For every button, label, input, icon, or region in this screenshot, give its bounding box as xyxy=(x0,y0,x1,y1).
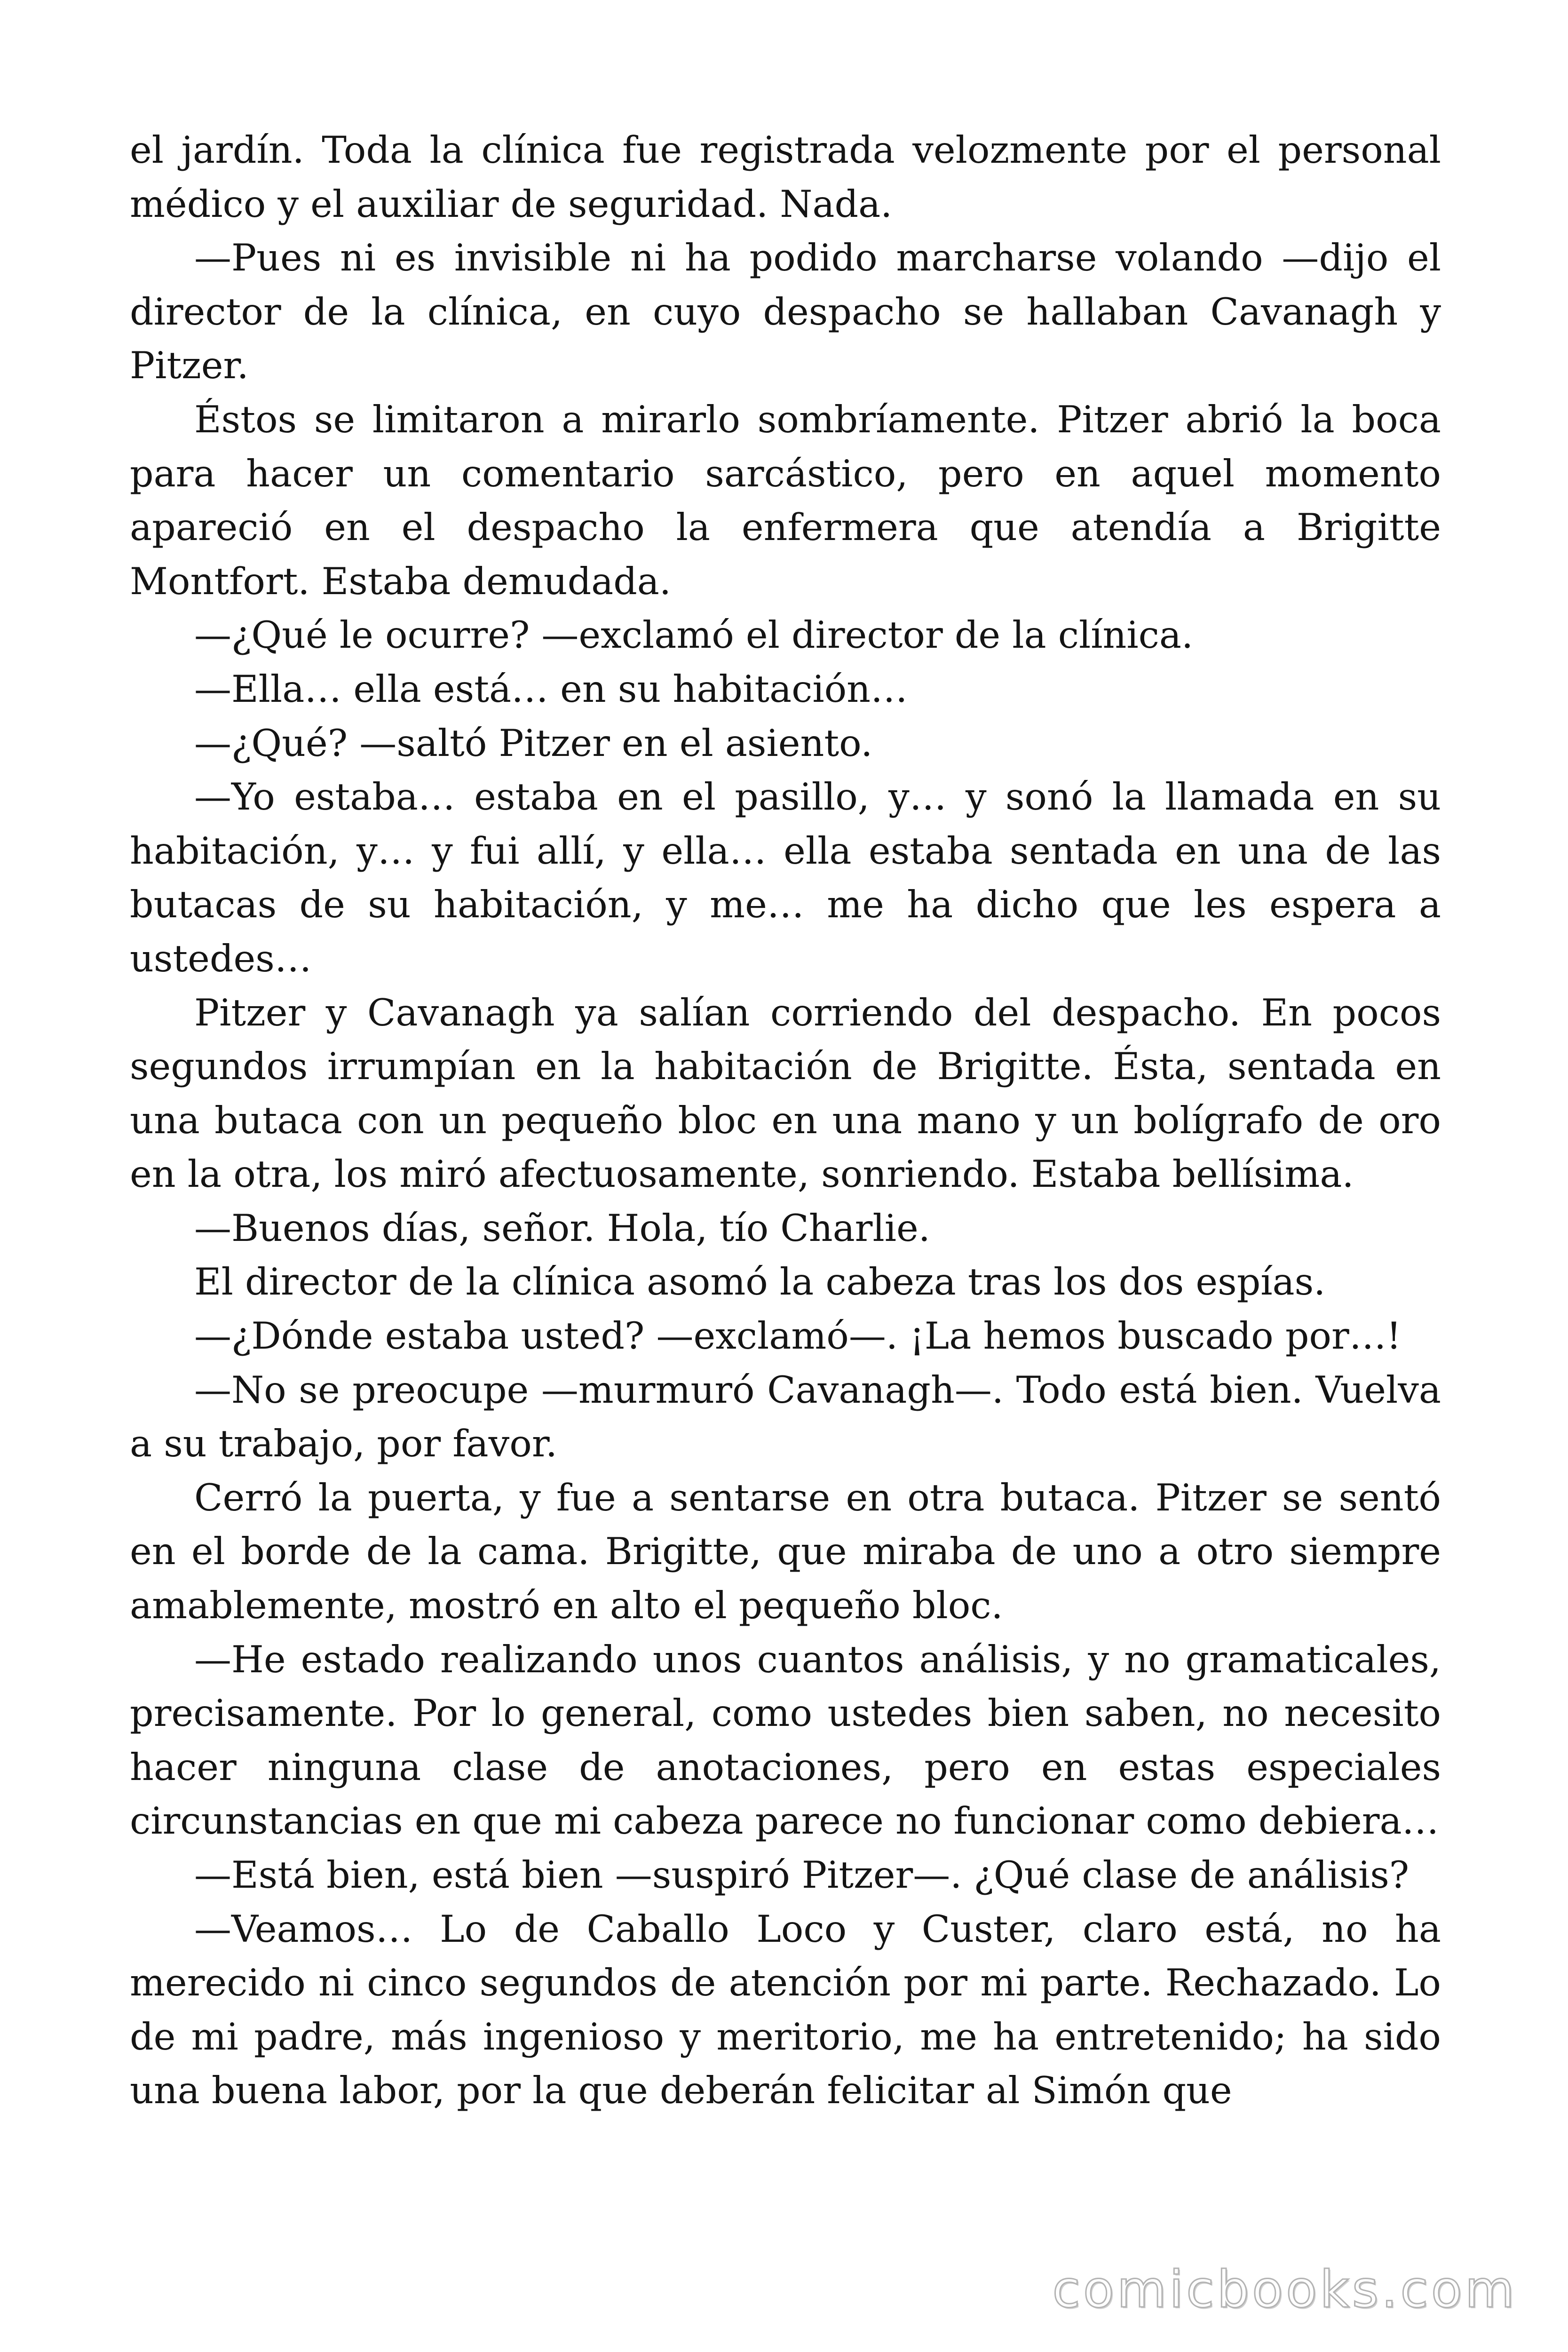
paragraph-14: —He estado realizando unos cuantos análisis, y no gramaticales, precisamente. Por lo general, como ustedes bien saben, no necesito hacer ninguna clase de anotaciones, pero en estas especiales circunstancias en que mi cabeza parece no funcionar como debiera… xyxy=(130,1637,1441,1843)
paragraph-16: —Veamos… Lo de Caballo Loco y Custer, claro está, no ha merecido ni cinco segundos de atención por mi parte. Rechazado. Lo de mi padre, más ingenioso y meritorio, me ha entretenido; ha sido una buena labor, por la que deberán felicitar al Simón que xyxy=(130,1907,1441,2113)
site-watermark: comicbooks.com xyxy=(1052,2260,1517,2319)
paragraph-4: —¿Qué le ocurre? —exclamó el director de la clínica. xyxy=(194,613,1194,657)
paragraph-9: —Buenos días, señor. Hola, tío Charlie. xyxy=(194,1206,930,1250)
paragraph-7: —Yo estaba… estaba en el pasillo, y… y sonó la llamada en su habitación, y… y fui allí, y ella… ella estaba sentada en una de las butacas de su habitación, y me… me ha dicho que les espera a ustedes… xyxy=(130,775,1441,980)
paragraph-6: —¿Qué? —saltó Pitzer en el asiento. xyxy=(194,721,873,765)
paragraph-2: —Pues ni es invisible ni ha podido marcharse volando —dijo el director de la clínica, en cuyo despacho se hallaban Cavanagh y Pitzer. xyxy=(130,236,1441,388)
paragraph-15: —Está bien, está bien —suspiró Pitzer—. ¿Qué clase de análisis? xyxy=(194,1853,1410,1897)
paragraph-3: Éstos se limitaron a mirarlo sombríamente. Pitzer abrió la boca para hacer un comentario sarcástico, pero en aquel momento apareció en el despacho la enfermera que atendía a Brigitte Montfort. Estaba demudada. xyxy=(130,397,1441,603)
paragraph-10: El director de la clínica asomó la cabeza tras los dos espías. xyxy=(194,1260,1326,1304)
paragraph-11: —¿Dónde estaba usted? —exclamó—. ¡La hemos buscado por…! xyxy=(194,1314,1402,1358)
paragraph-5: —Ella… ella está… en su habitación… xyxy=(194,667,908,711)
paragraph-1: el jardín. Toda la clínica fue registrada velozmente por el personal médico y el auxiliar de seguridad. Nada. xyxy=(130,128,1441,226)
paragraph-13: Cerró la puerta, y fue a sentarse en otra butaca. Pitzer se sentó en el borde de la cama. Brigitte, que miraba de uno a otro siempre amablemente, mostró en alto el pequeño bloc. xyxy=(130,1476,1441,1628)
paragraph-12: —No se preocupe —murmuró Cavanagh—. Todo está bien. Vuelva a su trabajo, por favor. xyxy=(130,1368,1441,1466)
page-body xyxy=(130,123,1441,2118)
paragraph-8: Pitzer y Cavanagh ya salían corriendo del despacho. En pocos segundos irrumpían en la habitación de Brigitte. Ésta, sentada en una butaca con un pequeño bloc en una mano y un bolígrafo de oro en la otra, los miró afectuosamente, sonriendo. Estaba bellísima. xyxy=(130,991,1441,1196)
